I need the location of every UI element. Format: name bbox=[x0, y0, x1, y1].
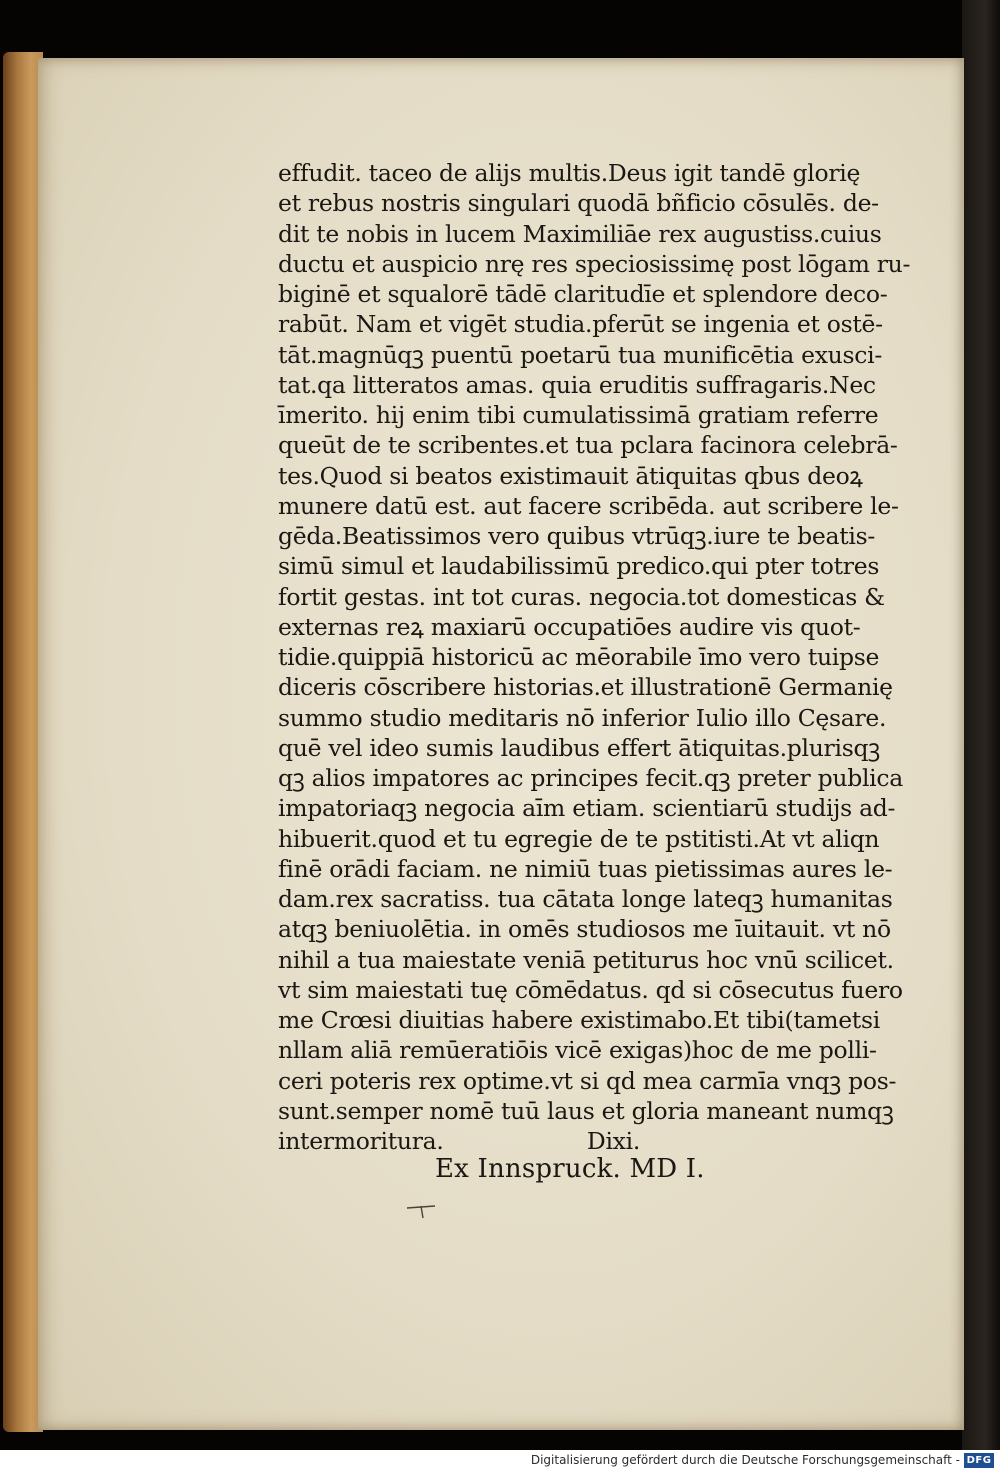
text-line: me Crœsi diuitias habere existimabo.Et tibi(tametsi bbox=[278, 1006, 880, 1034]
text-line: rabūt. Nam et vigēt studia.pferūt se ingenia et ostē- bbox=[278, 310, 883, 339]
text-line: diceris cōscribere historias.et illustrationē Germanię bbox=[278, 673, 893, 702]
text-line: gēda.Beatissimos vero quibus vtrūqꝫ.iure te beatis- bbox=[278, 522, 875, 550]
colophon: Ex Innspruck. MD I. bbox=[435, 1154, 705, 1184]
dfg-logo: DFG bbox=[964, 1453, 994, 1468]
text-line: ductu et auspicio nrę res speciosissimę post lōgam ru- bbox=[278, 249, 911, 278]
text-line: tidie.quippiā historicū ac mēorabile īmo vero tuipse bbox=[278, 643, 880, 671]
text-line: effudit. taceo de alijs multis.Deus igit tandē glorię bbox=[278, 159, 861, 187]
text-line: tes.Quod si beatos existimauit ātiquitas qbus deoꝝ bbox=[278, 461, 863, 490]
text-line: fortit gestas. int tot curas. negocia.tot domesticas & bbox=[278, 582, 885, 611]
text-line: nllam aliā remūeratiōis vicē exigas)hoc de me polli- bbox=[278, 1036, 877, 1065]
text-line: quē vel ideo sumis laudibus effert ātiquitas.plurisqꝫ bbox=[278, 733, 880, 762]
text-line: nihil a tua maiestate veniā petiturus hoc vnū scilicet. bbox=[278, 945, 894, 974]
text-line: qꝫ alios impatores ac principes fecit.qꝫ preter publica bbox=[278, 764, 903, 792]
text-line: intermoritura. Dixi. bbox=[278, 1127, 641, 1155]
text-line: dam.rex sacratiss. tua cātata longe lateqꝫ humanitas bbox=[278, 885, 893, 913]
funding-footer bbox=[0, 1450, 1000, 1473]
text-line: biginē et squalorē tādē claritudīe et splendore deco- bbox=[278, 280, 888, 308]
text-line: tāt.magnūqꝫ puentū poetarū tua munificētia exusci- bbox=[278, 340, 882, 369]
text-line: simū simul et laudabilissimū predico.qui pter totres bbox=[278, 552, 880, 581]
text-line: finē orādi faciam. ne nimiū tuas pietissimas aures le- bbox=[278, 854, 893, 883]
text-line: īmerito. hij enim tibi cumulatissimā gratiam referre bbox=[278, 401, 879, 429]
text-line: impatoriaqꝫ negocia aīm etiam. scientiarū studijs ad- bbox=[278, 794, 896, 823]
facing-page-edge bbox=[962, 0, 1000, 1450]
text-line: sunt.semper nomē tuū laus et gloria maneant numqꝫ bbox=[278, 1096, 894, 1125]
body-text bbox=[278, 158, 938, 1156]
text-line: munere datū est. aut facere scribēda. aut scribere le- bbox=[278, 491, 899, 520]
text-line: vt sim maiestati tuę cōmēdatus. qd si cōsecutus fuero bbox=[278, 975, 903, 1004]
text-line: summo studio meditaris nō inferior Iulio illo Cęsare. bbox=[278, 703, 887, 732]
text-line: ceri poteris rex optime.vt si qd mea carmīa vnqꝫ pos- bbox=[278, 1066, 897, 1095]
text-line: tat.qa litteratos amas. quia eruditis suffragaris.Nec bbox=[278, 370, 876, 399]
text-line: atqꝫ beniuolētia. in omēs studiosos me īuitauit. vt nō bbox=[278, 915, 891, 944]
text-line: externas reꝝ maxiarū occupatiōes audire vis quot- bbox=[278, 612, 861, 641]
text-line: hibuerit.quod et tu egregie de te pstitisti.At vt aliqn bbox=[278, 824, 880, 853]
book-spine-edge bbox=[3, 52, 43, 1432]
funding-text: Digitalisierung gefördert durch die Deutsche Forschungsgemeinschaft - bbox=[530, 1453, 960, 1467]
text-line: queūt de te scribentes.et tua pclara facinora celebrā- bbox=[278, 431, 898, 460]
text-line: dit te nobis in lucem Maximiliāe rex augustiss.cuius bbox=[278, 219, 882, 248]
ink-mark bbox=[405, 1196, 439, 1222]
text-line: et rebus nostris singulari quodā bñficio cōsulēs. de- bbox=[278, 189, 879, 218]
